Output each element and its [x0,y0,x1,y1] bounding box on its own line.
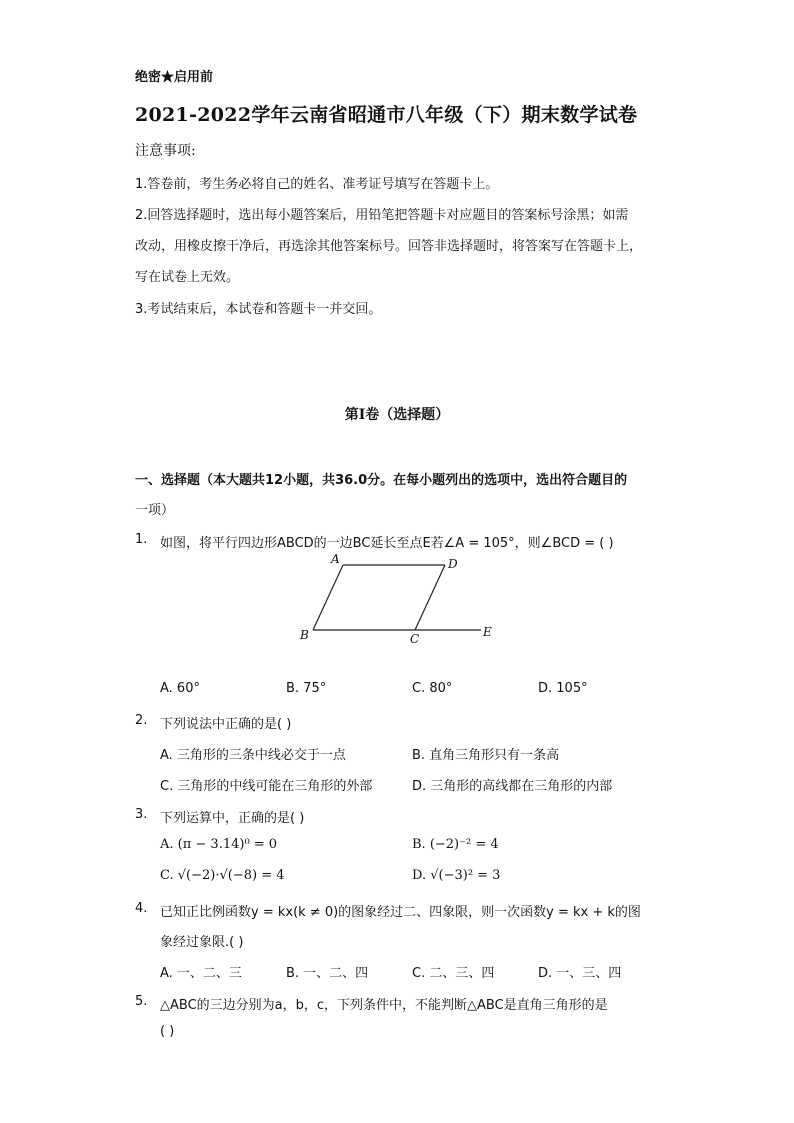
confidential-label: 绝密★启用前 [135,70,214,85]
note-line: 写在试卷上无效。 [135,270,240,285]
exam-title: 2021-2022学年云南省昭通市八年级（下）期末数学试卷 [135,104,638,126]
option-d: D. √(−3)² = 3 [412,868,501,883]
note-line: 3.考试结束后，本试卷和答题卡一并交回。 [135,302,382,317]
question-text: 已知正比例函数y = kx(k ≠ 0)的图象经过二、四象限，则一次函数y = kx + k的图 [160,905,641,920]
option-a: A. (π − 3.14)⁰ = 0 [160,837,278,852]
option-c: C. 二、三、四 [412,966,495,981]
section-heading: 一、选择题（本大题共12小题，共36.0分。在每小题列出的选项中，选出符合题目的 [135,473,628,488]
question-number: 1. [135,532,148,547]
option-d: D. 一、三、四 [538,966,622,981]
section-heading-cont: 一项） [135,503,175,518]
option-c: C. 三角形的中线可能在三角形的外部 [160,779,373,794]
question-number: 2. [135,713,148,728]
question-number: 4. [135,901,148,916]
question-text-cont: 象经过象限.( ) [160,935,244,950]
figure-label-b: B [300,628,309,642]
option-d: D. 105° [538,681,588,696]
note-line: 改动，用橡皮擦干净后，再选涂其他答案标号。回答非选择题时，将答案写在答题卡上， [135,239,643,254]
question-number: 3. [135,807,148,822]
question-text-cont: ( ) [160,1024,175,1039]
option-b: B. 直角三角形只有一条高 [412,748,560,763]
question-number: 5. [135,994,148,1009]
figure-label-e: E [483,625,492,639]
option-a: A. 三角形的三条中线必交于一点 [160,748,346,763]
figure-label-c: C [410,632,420,646]
figure-label-a: A [331,552,340,566]
question-text: 如图，将平行四边形ABCD的一边BC延长至点E若∠A = 105°，则∠BCD = ( ) [160,536,614,551]
option-b: B. 一、二、四 [286,966,369,981]
option-b: B. 75° [286,681,327,696]
option-d: D. 三角形的高线都在三角形的内部 [412,779,613,794]
question-text: 下列说法中正确的是( ) [160,717,292,732]
question-text: 下列运算中，正确的是( ) [160,811,305,826]
option-a: A. 一、二、三 [160,966,242,981]
part-title: 第I卷（选择题） [344,407,450,423]
option-c: C. 80° [412,681,453,696]
option-c: C. √(−2)·√(−8) = 4 [160,868,285,883]
option-b: B. (−2)⁻² = 4 [412,837,499,852]
figure-label-d: D [448,557,458,571]
question-text: △ABC的三边分别为a，b，c，下列条件中，不能判断△ABC是直角三角形的是 [160,998,608,1013]
notes-heading: 注意事项: [135,143,196,159]
option-a: A. 60° [160,681,200,696]
note-line: 2.回答选择题时，选出每小题答案后，用铅笔把答题卡对应题目的答案标号涂黑；如需 [135,208,629,223]
parallelogram-figure [295,552,505,648]
note-line: 1.答卷前，考生务必将自己的姓名、准考证号填写在答题卡上。 [135,177,499,192]
